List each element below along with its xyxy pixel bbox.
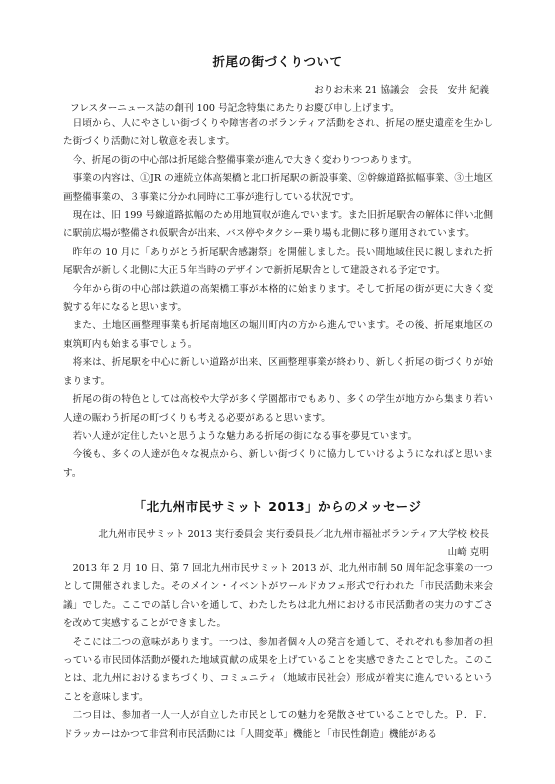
- article1-paragraph: 将来は、折尾駅を中心に新しい道路が出来、区画整理事業が終わり、新しく折尾の街づくりが始まります。: [63, 357, 493, 387]
- article2-body: [63, 560, 493, 744]
- article2-paragraph: 2013 年 2 月 10 日、第 7 回北九州市民サミット 2013 が、北九州市制 50 周年記念事業の一つとして開催されました。そのメイン・イベントがワールドカフェ形式で行われた「市民活動未来会議」でした。ここでの話し合いを通して、わたしたちは北九州における市民活動者の実力のすごさを改めて実感することができました。: [63, 563, 493, 630]
- article1-paragraph: 今年から街の中心部は鉄道の高架橋工事が本格的に始まります。そして折尾の街が更に大きく変貌する年になると思います。: [63, 283, 493, 314]
- article2-title: 「北九州市民サミット 2013」からのメッセージ: [133, 499, 422, 514]
- article1-paragraph: 今、折尾の街の中心部は折尾総合整備事業が進んで大きく変わりつつあります。: [72, 154, 418, 166]
- article1-intro: フレスターニュース誌の創刊 100 号記念特集にあたりお慶び申し上げます。: [70, 103, 400, 114]
- article1-paragraph: 現在は、旧 199 号線道路拡幅のため用地買収が進んでいます。また旧折尾駅舎の解体に伴い北側に駅前広場が整備され仮駅舎が出来、バス停やタクシー乗り場も北側に移り運用されています。: [63, 210, 493, 240]
- article1-paragraph: 昨年の 10 月に「ありがとう折尾駅舎感謝祭」を開催しました。長い間地域住民に親しまれた折尾駅舎が新しく北側に大正５年当時のデザインで新折尾駅舎として建設される予定です。: [63, 246, 493, 277]
- article2-byline-affiliation: 北九州市民サミット 2013 実行委員会 実行委員長／北九州市福祉ボランティア大学校 校長: [98, 529, 489, 540]
- article1-title: 折尾の街づくりついて: [212, 54, 343, 69]
- article2-paragraph: 二つ目は、参加者一人一人が自立した市民としての魅力を発散させていることでした。Ｐ．Ｆ．ドラッカーはかつて非営利市民活動には「人間変革」機能と「市民性創造」機能がある: [63, 710, 493, 740]
- article1-paragraph: 日頃から、人にやさしい街づくりや障害者のボランティア活動をされ、折尾の歴史遺産を生かした街づくり活動に対し敬意を表します。: [63, 118, 493, 148]
- article2-byline-name: 山崎 克明: [447, 547, 489, 558]
- article1-paragraph: 折尾の街の特色としては高校や大学が多く学園都市でもあり、多くの学生が地方から集まり若い人達の賑わう折尾の町づくりも考える必要があると思います。: [63, 394, 493, 424]
- article2-paragraph: そこには二つの意味があります。一つは、参加者個々人の発言を通して、それぞれも参加者の担っている市民団体活動が優れた地域貢献の成果を上げていることを実感できたことでした。このことは、北九州におけるまちづくり、コミュニティ（地域市民社会）形成が着実に進んでいるということを意味します。: [63, 636, 493, 703]
- article1-byline: おりお未来 21 協議会 会長 安井 紀義: [314, 85, 489, 96]
- article1-paragraph: また、土地区画整理事業も折尾南地区の堀川町内の方から進んでいます。その後、折尾東地区の東筑町内も始まる事でしょう。: [63, 320, 493, 350]
- article1-paragraph: 事業の内容は、①JR の連続立体高架橋と北口折尾駅の新設事業、②幹線道路拡幅事業、③土地区画整備事業の、３事業に分かれ同時に工事が進行している状況です。: [63, 173, 493, 203]
- article1-body: [63, 115, 493, 483]
- article1-paragraph: 今後も、多くの人達が色々な視点から、新しい街づくりに協力していけるようになればと思います。: [63, 449, 493, 479]
- article1-paragraph: 若い人達が定住したいと思うような魅力ある折尾の街になる事を夢見ています。: [72, 430, 418, 442]
